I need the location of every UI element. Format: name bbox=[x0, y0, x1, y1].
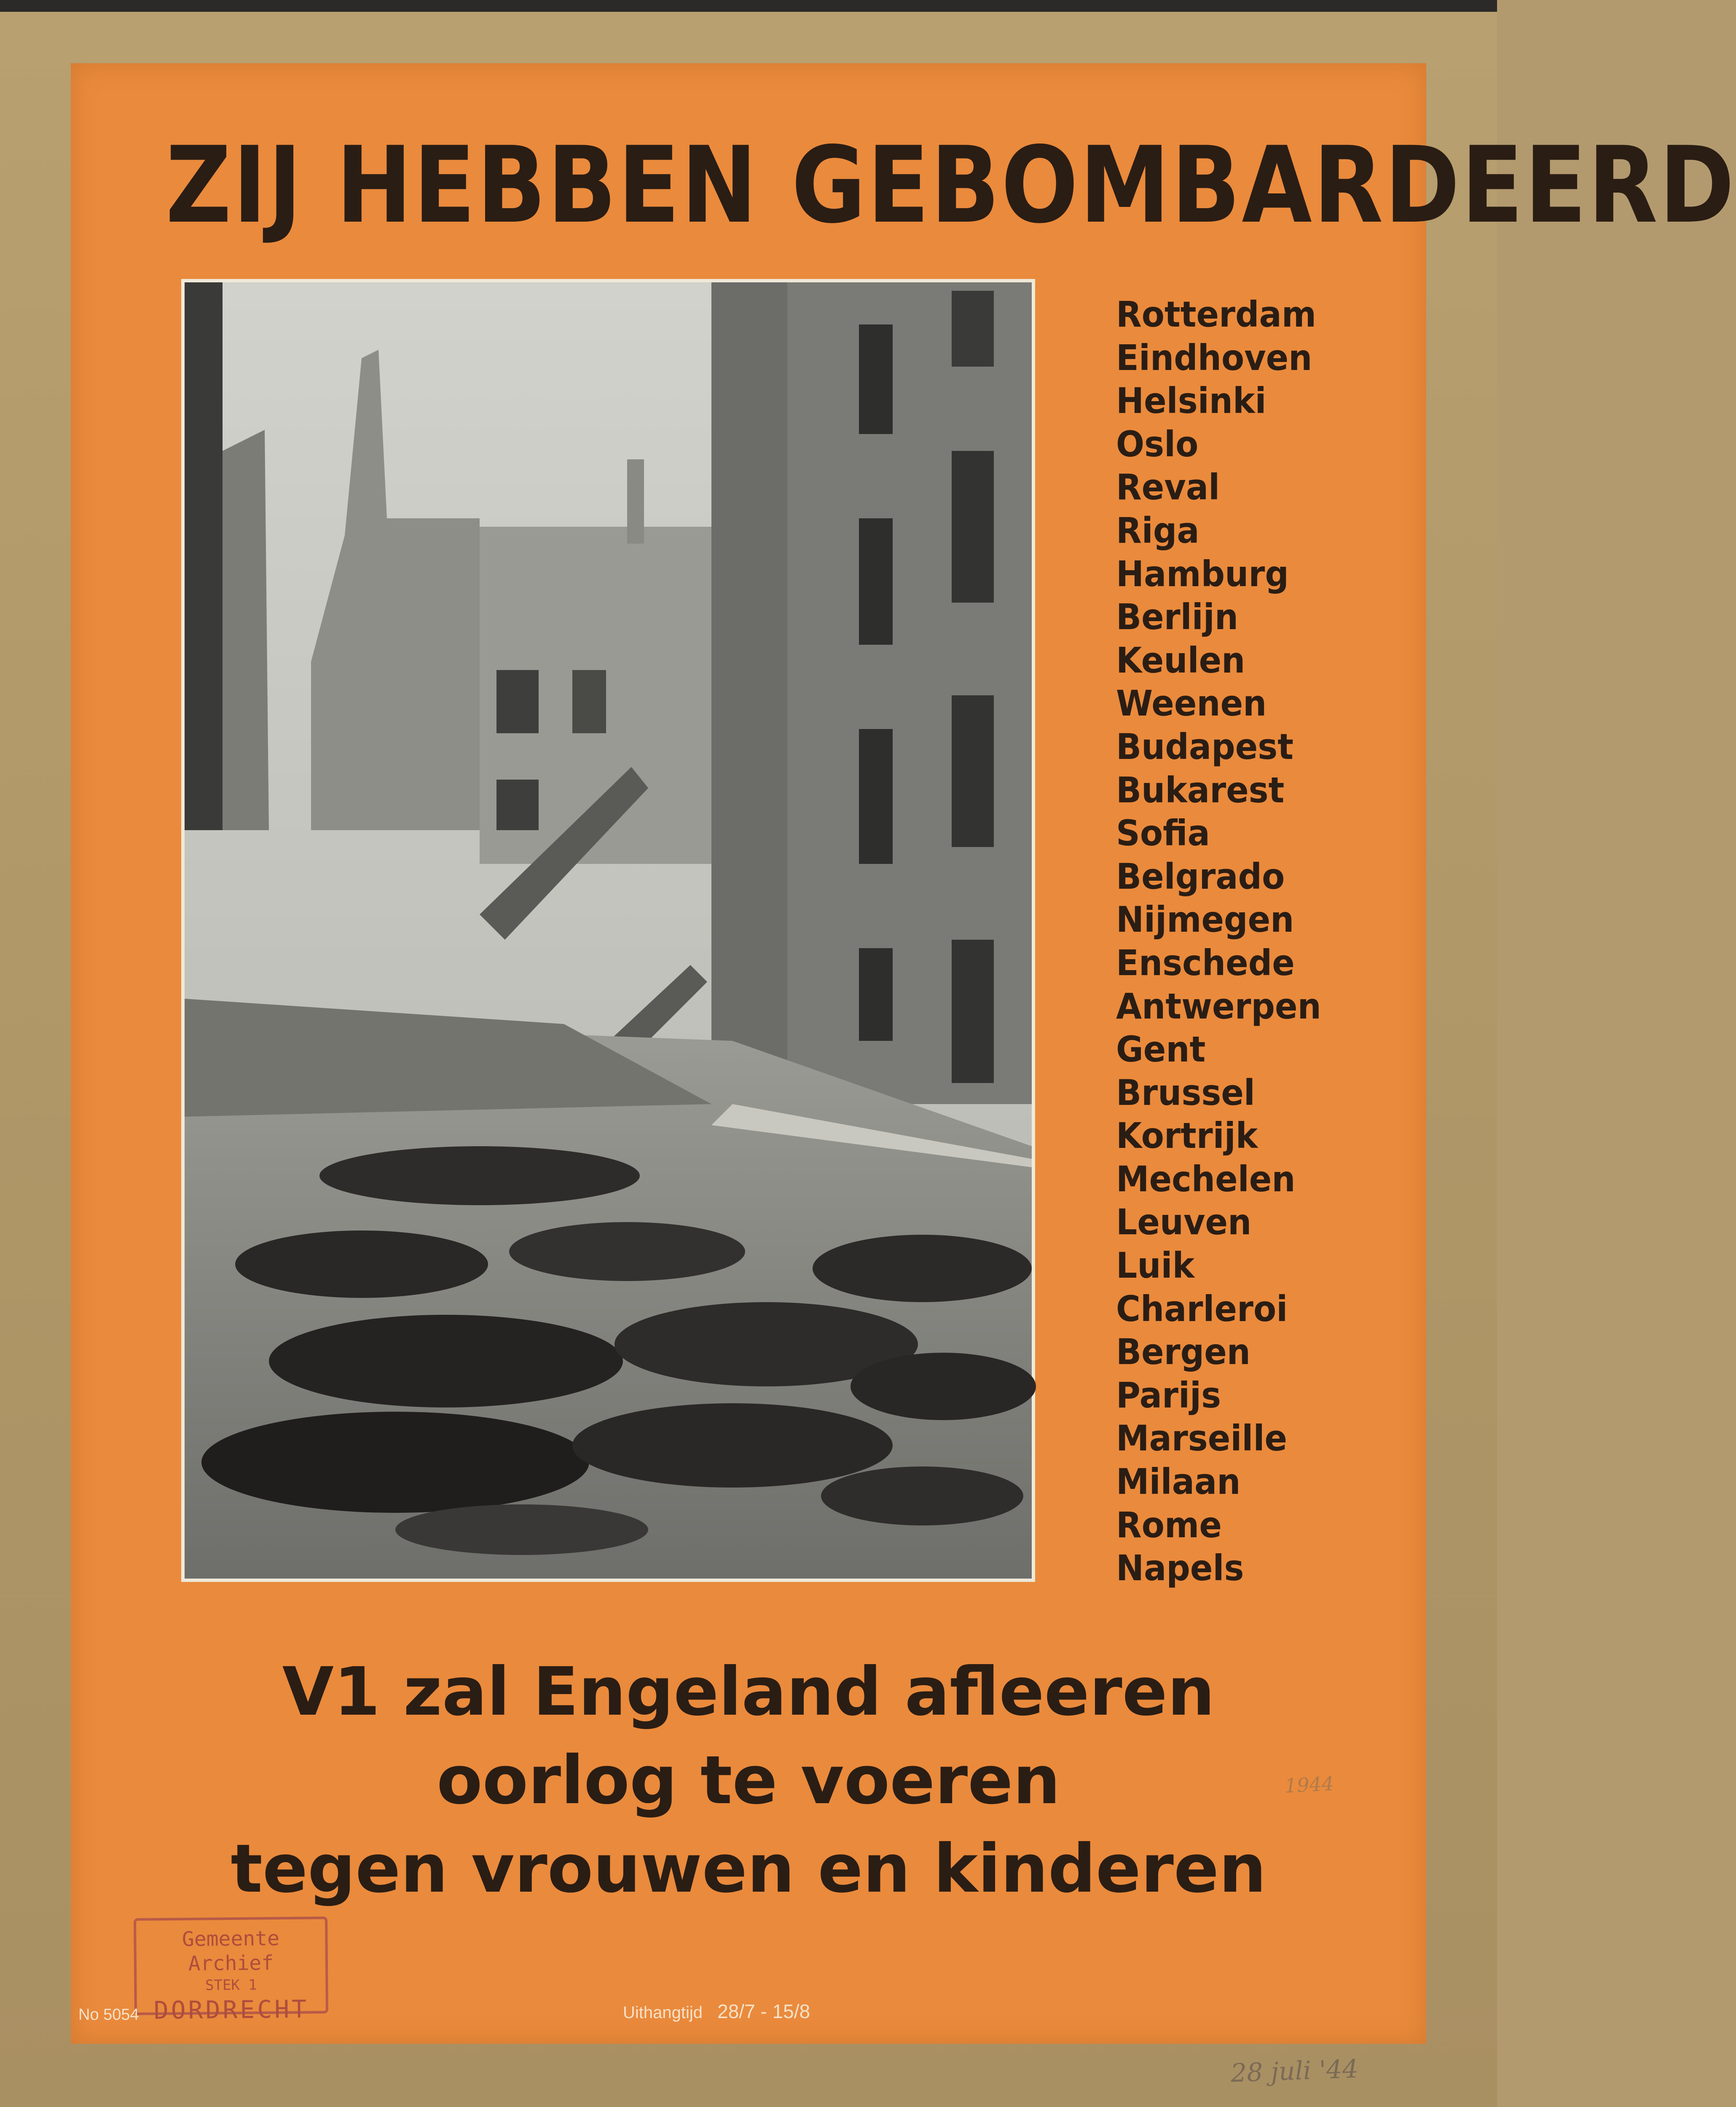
handwritten-date: 28 juli '44 bbox=[1230, 2054, 1359, 2088]
city-item: Brussel bbox=[1116, 1072, 1255, 1113]
pencil-year-note: 1944 bbox=[1284, 1772, 1335, 1798]
stamp-line: DORDRECHT bbox=[153, 1994, 309, 2025]
poster-number: No 5054 bbox=[78, 2006, 139, 2024]
city-item: Bukarest bbox=[1116, 769, 1285, 811]
city-item: Parijs bbox=[1116, 1374, 1221, 1416]
city-item: Mechelen bbox=[1116, 1158, 1296, 1200]
city-item: Rotterdam bbox=[1116, 294, 1317, 335]
scan-edge bbox=[0, 0, 1497, 12]
city-item: Sofia bbox=[1116, 812, 1210, 854]
slogan bbox=[71, 1648, 1426, 1913]
slogan-line: oorlog te voeren bbox=[437, 1742, 1060, 1819]
archive-stamp bbox=[134, 1917, 328, 2025]
stamp-line: Gemeente Archief bbox=[182, 1926, 280, 1976]
city-item: Helsinki bbox=[1116, 380, 1266, 422]
poster-title: ZIJ HEBBEN GEBOMBARDEERD bbox=[166, 124, 1736, 247]
city-item: Napels bbox=[1116, 1547, 1244, 1589]
city-item: Riga bbox=[1116, 509, 1199, 551]
display-period-value: 28/7 - 15/8 bbox=[717, 2000, 810, 2022]
city-item: Kortrijk bbox=[1116, 1115, 1258, 1157]
city-item: Nijmegen bbox=[1116, 899, 1294, 941]
city-item: Leuven bbox=[1116, 1201, 1252, 1243]
display-period-label: Uithangtijd bbox=[623, 2003, 703, 2022]
city-item: Eindhoven bbox=[1116, 337, 1312, 378]
city-item: Antwerpen bbox=[1116, 985, 1321, 1027]
city-item: Hamburg bbox=[1116, 553, 1289, 595]
city-item: Luik bbox=[1116, 1245, 1195, 1287]
photo-illustration bbox=[185, 282, 1032, 1579]
city-item: Marseille bbox=[1116, 1418, 1288, 1459]
city-item: Berlijn bbox=[1116, 596, 1239, 638]
city-item: Milaan bbox=[1116, 1461, 1241, 1503]
bombed-street-photo bbox=[181, 279, 1035, 1582]
display-period bbox=[623, 2000, 810, 2023]
city-item: Keulen bbox=[1116, 639, 1245, 681]
city-item: Budapest bbox=[1116, 726, 1294, 767]
stamp-line: STEK 1 bbox=[205, 1976, 257, 1994]
city-item: Reval bbox=[1116, 466, 1220, 508]
bombed-cities-list bbox=[1116, 293, 1411, 1590]
slogan-line: V1 zal Engeland afleeren bbox=[282, 1653, 1215, 1731]
city-item: Oslo bbox=[1116, 423, 1199, 465]
slogan-line: tegen vrouwen en kinderen bbox=[231, 1830, 1266, 1908]
city-item: Bergen bbox=[1116, 1331, 1250, 1373]
city-item: Rome bbox=[1116, 1504, 1222, 1546]
poster bbox=[71, 63, 1736, 2044]
city-item: Belgrado bbox=[1116, 855, 1285, 897]
city-item: Gent bbox=[1116, 1029, 1206, 1070]
city-item: Enschede bbox=[1116, 942, 1295, 984]
city-item: Weenen bbox=[1116, 683, 1267, 724]
city-item: Charleroi bbox=[1116, 1288, 1288, 1330]
